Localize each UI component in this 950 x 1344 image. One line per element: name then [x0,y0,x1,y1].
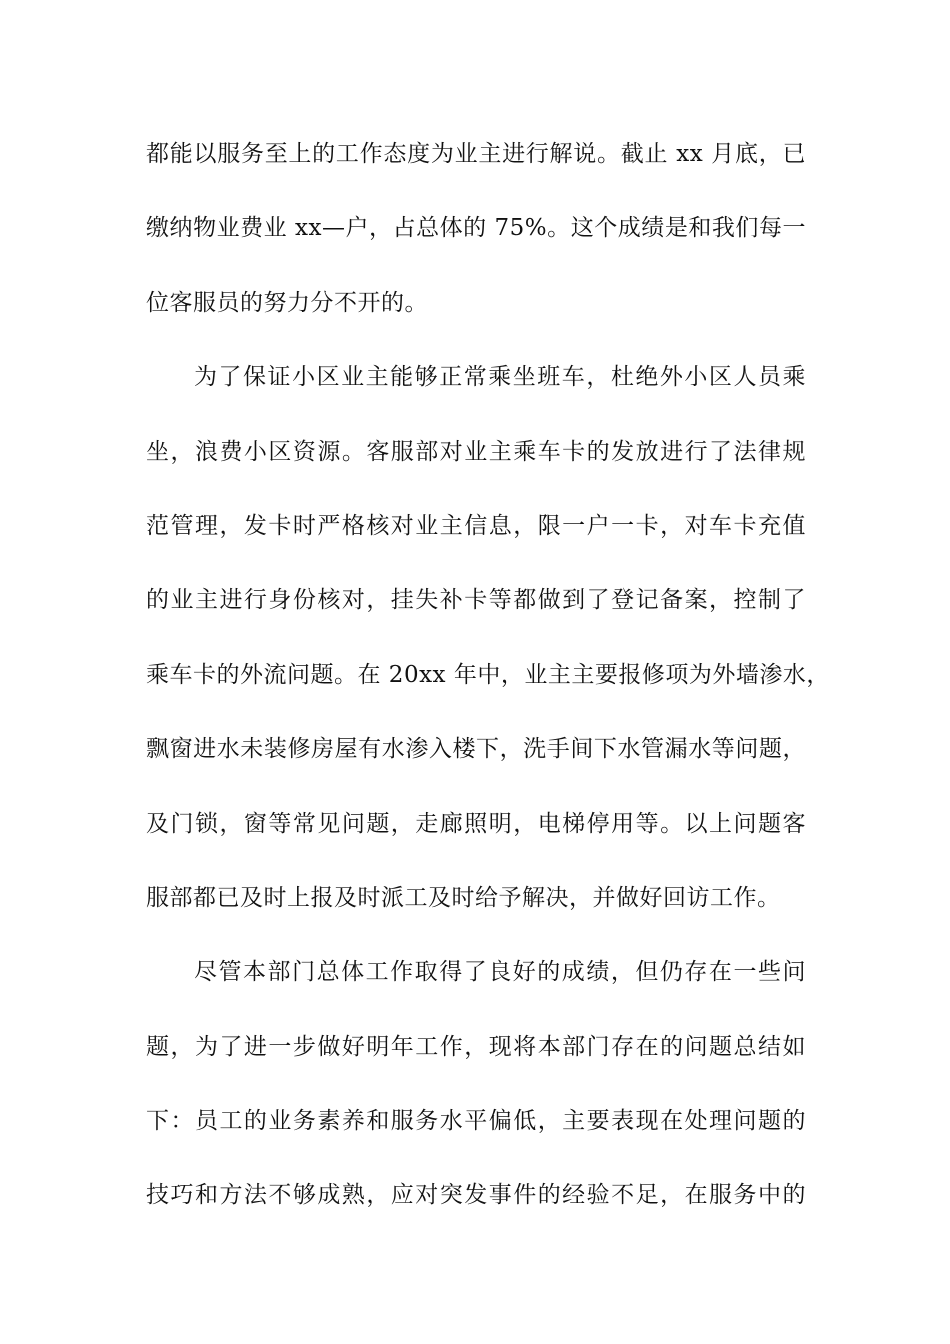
text-line: 的业主进行身份核对，挂失补卡等都做到了登记备案，控制了 [146,587,806,614]
text-line: 坐，浪费小区资源。客服部对业主乘车卡的发放进行了法律规 [146,438,806,465]
text-line: 位客服员的努力分不开的。 [146,289,428,316]
text-line: 服部都已及时上报及时派工及时给予解决，并做好回访工作。 [146,884,781,911]
body-text [146,122,830,1238]
text-line: 乘车卡的外流问题。在 20xx 年中，业主主要报修项为外墙渗水， [146,661,830,688]
text-line: 缴纳物业费业 xx—户，占总体的 75%。这个成绩是和我们每一 [146,215,806,242]
text-line: 下：员工的业务素养和服务水平偏低，主要表现在处理问题的 [146,1108,806,1135]
paragraph-first-line: 为了保证小区业主能够正常乘坐班车，杜绝外小区人员乘 [194,364,806,391]
text-line: 题，为了进一步做好明年工作，现将本部门存在的问题总结如 [146,1033,806,1060]
text-line: 范管理，发卡时严格核对业主信息，限一户一卡，对车卡充值 [146,512,806,539]
paragraph-first-line: 尽管本部门总体工作取得了良好的成绩，但仍存在一些问 [194,959,806,986]
text-line: 飘窗进水未装修房屋有水渗入楼下，洗手间下水管漏水等问题， [146,736,806,763]
text-line: 及门锁，窗等常见问题，走廊照明，电梯停用等。以上问题客 [146,810,806,837]
text-line: 技巧和方法不够成熟，应对突发事件的经验不足，在服务中的 [146,1182,806,1209]
text-line: 都能以服务至上的工作态度为业主进行解说。截止 xx 月底，已 [146,141,806,167]
